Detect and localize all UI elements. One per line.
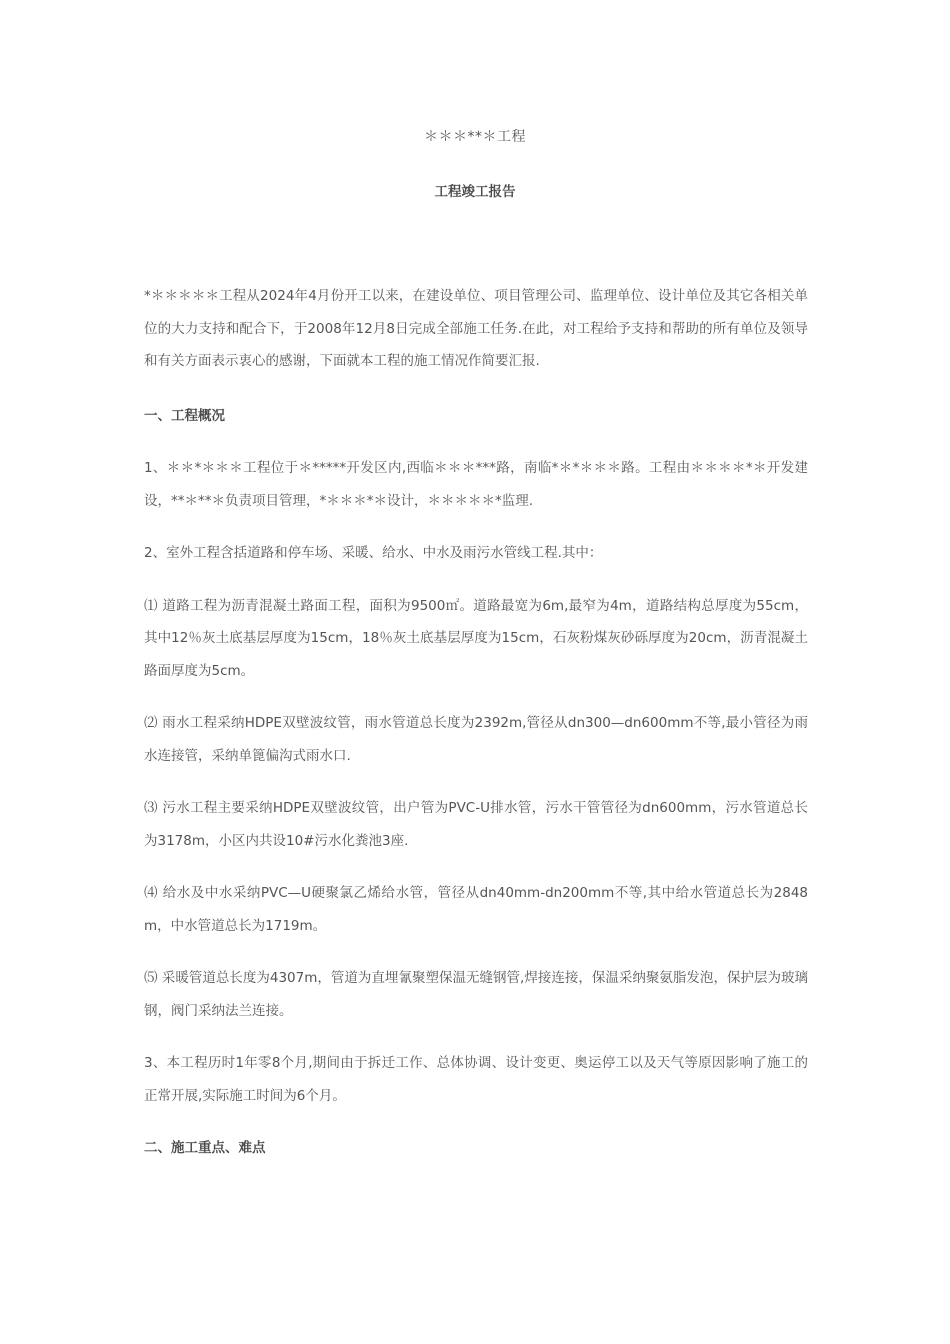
overview-paragraph-3: 3、本工程历时1年零8个月,期间由于拆迁工作、总体协调、设计变更、奥运停工以及天气等原因影响了施工的正常开展,实际施工时间为6个月。	[144, 1055, 808, 1104]
document-body	[144, 280, 808, 1165]
section-heading-overview: 一、工程概况	[144, 407, 225, 424]
overview-item-sewage: ⑶ 污水工程主要采纳HDPE双壁波纹管，出户管为PVC-U排水管，污水干管管径为dn600mm，污水管道总长为3178m，小区内共设10#污水化粪池3座.	[144, 800, 808, 849]
overview-item-rainwater: ⑵ 雨水工程采纳HDPE双壁波纹管，雨水管道总长度为2392m,管径从dn300—dn600mm不等,最小管径为雨水连接管，采纳单篦偏沟式雨水口.	[144, 715, 808, 764]
overview-item-heating: ⑸ 采暖管道总长度为4307m，管道为直埋氰聚塑保温无缝钢管,焊接连接，保温采纳聚氨脂发泡，保护层为玻璃钢，阀门采纳法兰连接。	[144, 970, 808, 1019]
overview-item-road: ⑴ 道路工程为沥青混凝土路面工程，面积为9500㎡。道路最宽为6m,最窄为4m，道路结构总厚度为55cm，其中12％灰土底基层厚度为15cm，18％灰土底基层厚度为15cm，石灰粉煤灰砂砾厚度为20cm，沥青混凝土路面厚度为5cm。	[144, 597, 808, 679]
overview-paragraph-2: 2、室外工程含括道路和停车场、采暖、给水、中水及雨污水管线工程.其中：	[144, 545, 603, 561]
overview-paragraph-1: 1、＊＊*＊＊＊工程位于＊*****开发区内,西临＊＊＊***路，南临*＊*＊＊＊路。工程由＊＊＊＊*＊开发建设，**＊**＊负责项目管理，*＊＊＊*＊设计，＊＊＊＊＊*监理.	[144, 460, 808, 509]
document-subtitle: 工程竣工报告	[434, 184, 516, 200]
document-title: ＊＊＊**＊工程	[424, 129, 526, 145]
intro-paragraph: *＊＊＊＊＊工程从2024年4月份开工以来，在建设单位、项目管理公司、监理单位、设计单位及其它各相关单位的大力支持和配合下，于2008年12月8日完成全部施工任务.在此，对工程给予支持和帮助的所有单位及领导和有关方面表示衷心的感谢，下面就本工程的施工情况作简要汇报.	[144, 288, 808, 369]
overview-item-water-supply: ⑷ 给水及中水采纳PVC—U硬聚氯乙烯给水管，管径从dn40mm-dn200mm不等,其中给水管道总长为2848m，中水管道总长为1719m。	[144, 885, 808, 934]
section-heading-key-points: 二、施工重点、难点	[144, 1140, 266, 1156]
